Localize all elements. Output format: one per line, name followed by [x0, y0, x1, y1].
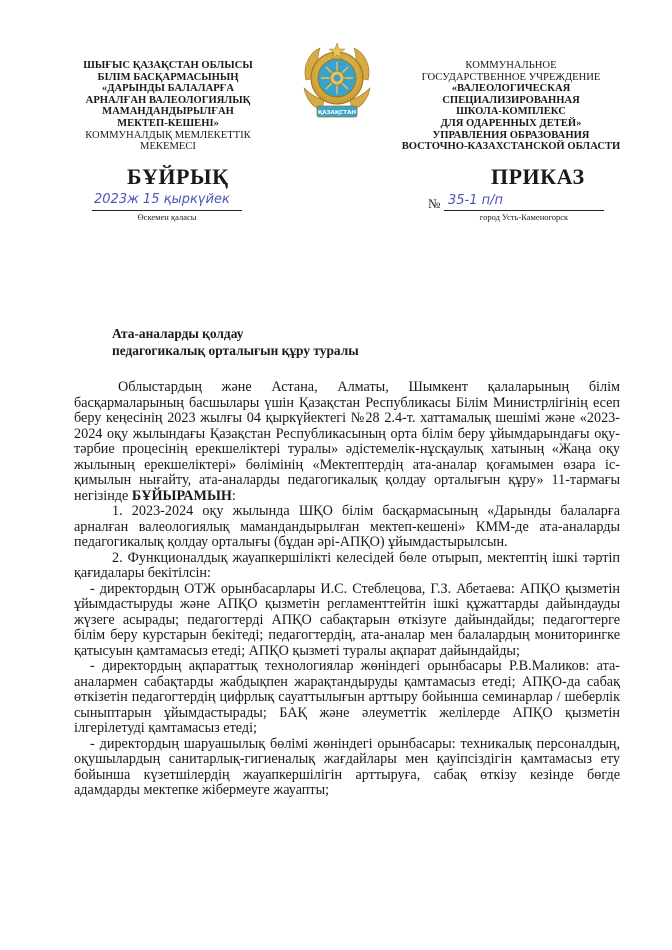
city-kazakh: Өскемен қаласы	[137, 212, 197, 222]
header-left-line: МЕКЕМЕСІ	[140, 141, 196, 153]
doc-type-russian: ПРИКАЗ	[491, 164, 585, 189]
intro-text: Облыстардың және Астана, Алматы, Шымкент қалаларының білім басқармаларының басшылары үшін Қазақстан Республикасы Білім Министрлігінің есеп беру кеңесінің 2023 жылғы 04 қыркүйектегі №28 2.4-т. хаттамалық шешімі және «2023-2024 оқу жылындағы Қазақстан Республикасының орта білім беру ұйымдарындағы оқу-тәрбие процесінің ерекшеліктері туралы» әдістемелік-нұсқаулық хатының «Жаңа оқу жылының ерекшеліктері» бөлімінің «Мектептердің ата-аналар қоғамымен өзара іс-қимылын нығайту, ата-аналарды педагогикалық қолдау орталығын құру» 11-тармағы негізінде	[74, 379, 620, 504]
city-russian: город Усть-Каменогорск	[479, 212, 569, 222]
order-colon: :	[231, 487, 236, 504]
order-body	[74, 380, 620, 799]
header-right-line: УПРАВЛЕНИЯ ОБРАЗОВАНИЯ	[432, 129, 590, 141]
intro-paragraph	[74, 380, 620, 504]
header-left-line: «ДАРЫНДЫ БАЛАЛАРҒА	[101, 83, 235, 95]
order-title-line: Ата-аналарды қолдау	[112, 326, 244, 341]
header-right-line: КОММУНАЛЬНОЕ	[465, 60, 557, 71]
number-sign: №	[428, 196, 441, 211]
state-emblem-icon	[300, 40, 374, 124]
handwritten-date: 2023ж 15 қыркүйек	[94, 192, 230, 207]
header-left-line: БІЛІМ БАСҚАРМАСЫНЫҢ	[97, 71, 239, 83]
doc-type-kazakh: БҰЙРЫҚ	[127, 164, 229, 189]
item-2: 2. Функционалдық жауапкершілікті келесідей бөле отырып, мектептің ішкі тәртіп қағидалары бекітілсін:	[74, 549, 620, 581]
order-title-line: педагогикалық орталығын құру туралы	[112, 343, 359, 358]
header-right-line: ДЛЯ ОДАРЕННЫХ ДЕТЕЙ»	[440, 117, 582, 129]
header-right-line: ГОСУДАРСТВЕННОЕ УЧРЕЖДЕНИЕ	[421, 71, 601, 83]
responsibility-2: - директордың ақпараттық технологиялар жөніндегі орынбасары Р.В.Маликов: ата-аналармен сабақтарды жабдықпен жарақтандыруды қамтамасыз етеді; АПҚО-да сабақ өткізетін педагогтердің цифрлық сауаттылығын арттыру бойынша семинарлар / шеберлік сыныптарын ұйымдастырады; БАҚ және әлеуметтік желілерде АПҚО қызметін ілгерілетуді қамтамасыз етеді;	[74, 658, 620, 736]
item-1: 1. 2023-2024 оқу жылында ШҚО білім басқармасының «Дарынды балаларға арналған валеологиялық мамандандырылған мектеп-кешені» КММ-де ата-аналарды педагогикалық қолдау орталығы (бұдан әрі-АПҚО) ұйымдастырылсын.	[74, 503, 620, 550]
responsibility-3: - директордың шаруашылық бөлімі жөніндегі орынбасары: техникалық персоналдың, оқушылардың санитарлық-гигиеналық жағдайлары мен қауіпсіздігін қамтамасыз ету бойынша күзетшілердің жауапкершілігін арттыруға, сабақ өткізу кезінде бөгде адамдарды мектепке жібермеуге жауапты;	[74, 735, 620, 798]
header-left-line: МАМАНДАНДЫРЫЛҒАН	[102, 106, 234, 118]
order-title	[112, 325, 359, 359]
header-left	[72, 60, 264, 153]
header-left-line: АРНАЛҒАН ВАЛЕОЛОГИЯЛЫҚ	[85, 94, 251, 106]
emblem-ribbon-text: ҚАЗАҚСТАН	[317, 110, 357, 116]
handwritten-number: 35-1 п/п	[448, 193, 504, 208]
order-keyword: БҰЙЫРАМЫН	[131, 487, 232, 504]
header-right-line: ВОСТОЧНО-КАЗАХСТАНСКОЙ ОБЛАСТИ	[401, 141, 621, 153]
header-left-line: ШЫҒЫС ҚАЗАҚСТАН ОБЛЫСЫ	[83, 60, 253, 71]
header-right-line: ШКОЛА-КОМПЛЕКС	[456, 106, 566, 118]
number-underline	[444, 210, 604, 211]
header-left-line: КОММУНАЛДЫҚ МЕМЛЕКЕТТІК	[85, 129, 251, 141]
header-right-line: «ВАЛЕОЛОГИЧЕСКАЯ	[451, 83, 571, 95]
header-right-line: СПЕЦИАЛИЗИРОВАННАЯ	[442, 94, 580, 106]
date-underline	[92, 210, 242, 211]
header-left-line: МЕКТЕП-КЕШЕНІ»	[117, 117, 219, 129]
responsibility-1: - директордың ОТЖ орынбасарлары И.С. Стеблецова, Г.З. Абетаева: АПҚО қызметін ұйымдастыруды және АПҚО қызметін регламенттейтін ішкі құжаттарды дайындауды жүзеге асырады; педагогтерді АПҚО сабақтарын өткізуге дайындайды; педагогтерге білім беру курстарын бекітеді; педагогтердің, ата-аналар мен балалардың мониторингке қатысуын қамтамасыз етеді; АПҚО қызметі туралы ақпарат дайындайды;	[74, 580, 620, 659]
header-right	[400, 60, 622, 153]
